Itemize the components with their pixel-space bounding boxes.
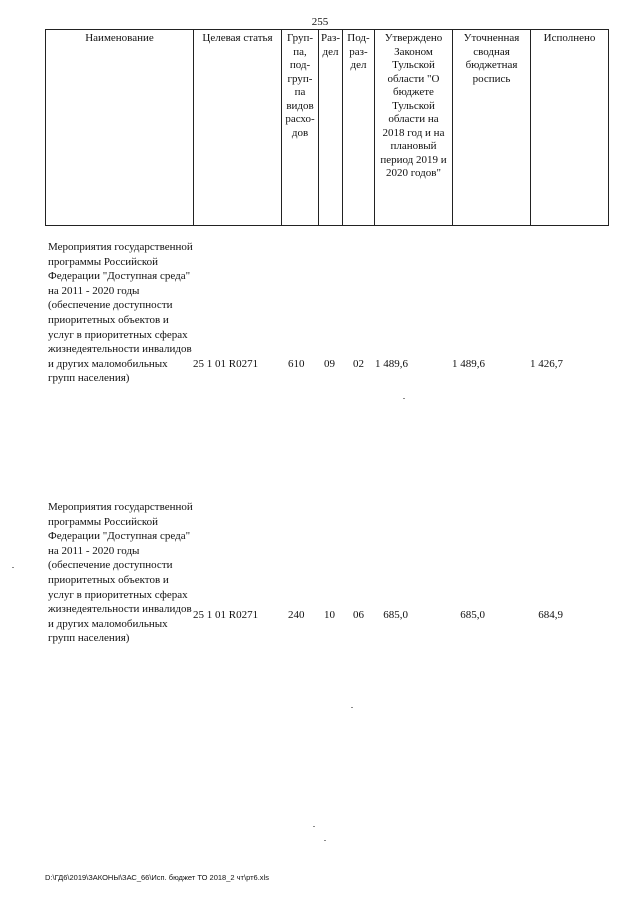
table-header [45, 29, 609, 226]
scan-speck [351, 707, 353, 708]
row-target-article: 25 1 01 R0271 [193, 609, 259, 621]
row-group: 610 [288, 358, 305, 370]
row-approved: 1 489,6 [375, 358, 408, 370]
row-name: Мероприятия государственной программы Российской Федерации "Доступная среда" на 2011 - 2020 годы (обеспечение доступности приоритетных объектов и услуг в приоритетных сферах жизнедеятельности инвалидов и других маломобильных групп населения) [48, 241, 193, 385]
row-refined: 685,0 [460, 609, 485, 621]
scan-speck [313, 826, 315, 827]
header-approved: Утверждено Законом Тульской области "О бюджете Тульской области на 2018 год и на плановый период 2019 и 2020 годов" [375, 30, 453, 226]
header-target-article: Целевая статья [194, 30, 282, 226]
row-executed: 684,9 [538, 609, 563, 621]
footer-file-path: D:\ГД6\2019\ЗАКОНЫ\ЗАС_66\Исп. бюджет ТО 2018_2 чт\рт6.xls [45, 873, 269, 882]
scan-speck [403, 398, 405, 399]
header-executed: Исполнено [531, 30, 609, 226]
row-refined: 1 489,6 [452, 358, 485, 370]
header-section: Раз-дел [319, 30, 343, 226]
row-approved: 685,0 [383, 609, 408, 621]
row-name: Мероприятия государственной программы Российской Федерации "Доступная среда" на 2011 - 2020 годы (обеспечение доступности приоритетных объектов и услуг в приоритетных сферах жизнедеятельности инвалидов и других маломобильных групп населения) [48, 501, 193, 645]
header-refined: Уточненная сводная бюджетная роспись [453, 30, 531, 226]
row-target-article: 25 1 01 R0271 [193, 358, 259, 370]
header-subsection: Под-раз-дел [343, 30, 375, 226]
scan-speck [324, 840, 326, 841]
row-subsection: 06 [353, 609, 364, 621]
page-number: 255 [311, 16, 329, 28]
header-name: Наименование [46, 30, 194, 226]
row-section: 09 [324, 358, 335, 370]
row-executed: 1 426,7 [530, 358, 563, 370]
row-subsection: 02 [353, 358, 364, 370]
row-group: 240 [288, 609, 305, 621]
scan-speck [12, 567, 14, 568]
row-section: 10 [324, 609, 335, 621]
header-group: Груп-па, под-груп-па видов расхо-дов [282, 30, 319, 226]
